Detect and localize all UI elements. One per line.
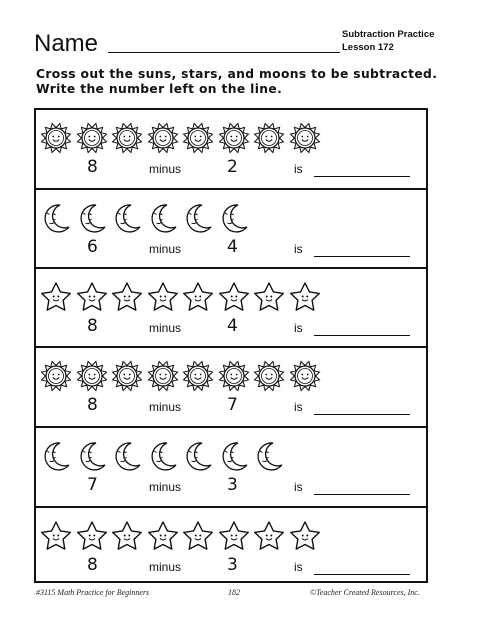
moon-icon[interactable] [76, 440, 112, 472]
sun-icon[interactable] [182, 122, 218, 154]
answer-line[interactable] [314, 414, 410, 415]
sun-icon[interactable] [289, 360, 325, 392]
page-number: 182 [228, 588, 240, 597]
picture-group [40, 116, 324, 160]
sun-icon[interactable] [40, 360, 76, 392]
is-word: is [294, 560, 303, 574]
minus-word: minus [149, 162, 182, 176]
answer-line[interactable] [314, 256, 410, 257]
star-icon[interactable] [182, 520, 218, 552]
name-line[interactable] [108, 52, 340, 53]
instruction-line: Write the number left on the line. [36, 82, 283, 96]
moon-icon[interactable] [76, 202, 112, 234]
sun-icon[interactable] [218, 360, 254, 392]
minus-word: minus [149, 321, 182, 335]
star-icon[interactable] [289, 281, 325, 313]
sun-icon[interactable] [111, 122, 147, 154]
footer-book: #3115 Math Practice for Beginners [36, 588, 150, 597]
sun-icon[interactable] [111, 360, 147, 392]
first-number: 6 [87, 237, 98, 257]
is-word: is [294, 321, 303, 335]
star-icon[interactable] [218, 281, 254, 313]
moon-icon[interactable] [182, 202, 218, 234]
picture-group [40, 514, 324, 558]
minus-word: minus [149, 560, 182, 574]
second-number: 7 [227, 395, 238, 415]
star-icon[interactable] [289, 520, 325, 552]
is-word: is [294, 480, 303, 494]
problem-row [36, 506, 426, 581]
problem-row [36, 110, 426, 188]
moon-icon[interactable] [182, 440, 218, 472]
star-icon[interactable] [147, 520, 183, 552]
answer-line[interactable] [314, 494, 410, 495]
sun-icon[interactable] [147, 122, 183, 154]
sun-icon[interactable] [76, 122, 112, 154]
minus-word: minus [149, 242, 182, 256]
moon-icon[interactable] [111, 202, 147, 234]
second-number: 3 [227, 475, 238, 495]
first-number: 8 [87, 395, 98, 415]
moon-icon[interactable] [147, 440, 183, 472]
minus-word: minus [149, 400, 182, 414]
moon-icon[interactable] [111, 440, 147, 472]
sun-icon[interactable] [40, 122, 76, 154]
problem-row [36, 346, 426, 426]
star-icon[interactable] [76, 281, 112, 313]
is-word: is [294, 400, 303, 414]
problem-row [36, 267, 426, 346]
sun-icon[interactable] [253, 360, 289, 392]
instructions [36, 67, 437, 97]
worksheet-title: Subtraction Practice [342, 29, 435, 40]
second-number: 4 [227, 237, 238, 257]
problem-row [36, 426, 426, 506]
answer-line[interactable] [314, 335, 410, 336]
first-number: 8 [87, 157, 98, 177]
star-icon[interactable] [218, 520, 254, 552]
answer-line[interactable] [314, 574, 410, 575]
sun-icon[interactable] [182, 360, 218, 392]
picture-group [40, 196, 253, 240]
answer-line[interactable] [314, 176, 410, 177]
star-icon[interactable] [111, 281, 147, 313]
sun-icon[interactable] [76, 360, 112, 392]
is-word: is [294, 162, 303, 176]
second-number: 3 [227, 555, 238, 575]
first-number: 7 [87, 475, 98, 495]
sun-icon[interactable] [253, 122, 289, 154]
problem-row [36, 188, 426, 267]
is-word: is [294, 242, 303, 256]
moon-icon[interactable] [40, 440, 76, 472]
star-icon[interactable] [182, 281, 218, 313]
moon-icon[interactable] [218, 202, 254, 234]
star-icon[interactable] [76, 520, 112, 552]
first-number: 8 [87, 316, 98, 336]
first-number: 8 [87, 555, 98, 575]
sun-icon[interactable] [147, 360, 183, 392]
star-icon[interactable] [40, 520, 76, 552]
second-number: 4 [227, 316, 238, 336]
picture-group [40, 275, 324, 319]
picture-group [40, 354, 324, 398]
star-icon[interactable] [40, 281, 76, 313]
picture-group [40, 434, 289, 478]
second-number: 2 [227, 157, 238, 177]
lesson-number: Lesson 172 [342, 42, 394, 53]
minus-word: minus [149, 480, 182, 494]
moon-icon[interactable] [218, 440, 254, 472]
name-label: Name [34, 30, 99, 57]
problem-frame [34, 108, 428, 583]
moon-icon[interactable] [253, 440, 289, 472]
star-icon[interactable] [253, 520, 289, 552]
star-icon[interactable] [253, 281, 289, 313]
sun-icon[interactable] [218, 122, 254, 154]
instruction-line: Cross out the suns, stars, and moons to be subtracted. [36, 67, 438, 81]
moon-icon[interactable] [40, 202, 76, 234]
star-icon[interactable] [147, 281, 183, 313]
sun-icon[interactable] [289, 122, 325, 154]
moon-icon[interactable] [147, 202, 183, 234]
footer-copyright: ©Teacher Created Resources, Inc. [310, 588, 420, 597]
star-icon[interactable] [111, 520, 147, 552]
